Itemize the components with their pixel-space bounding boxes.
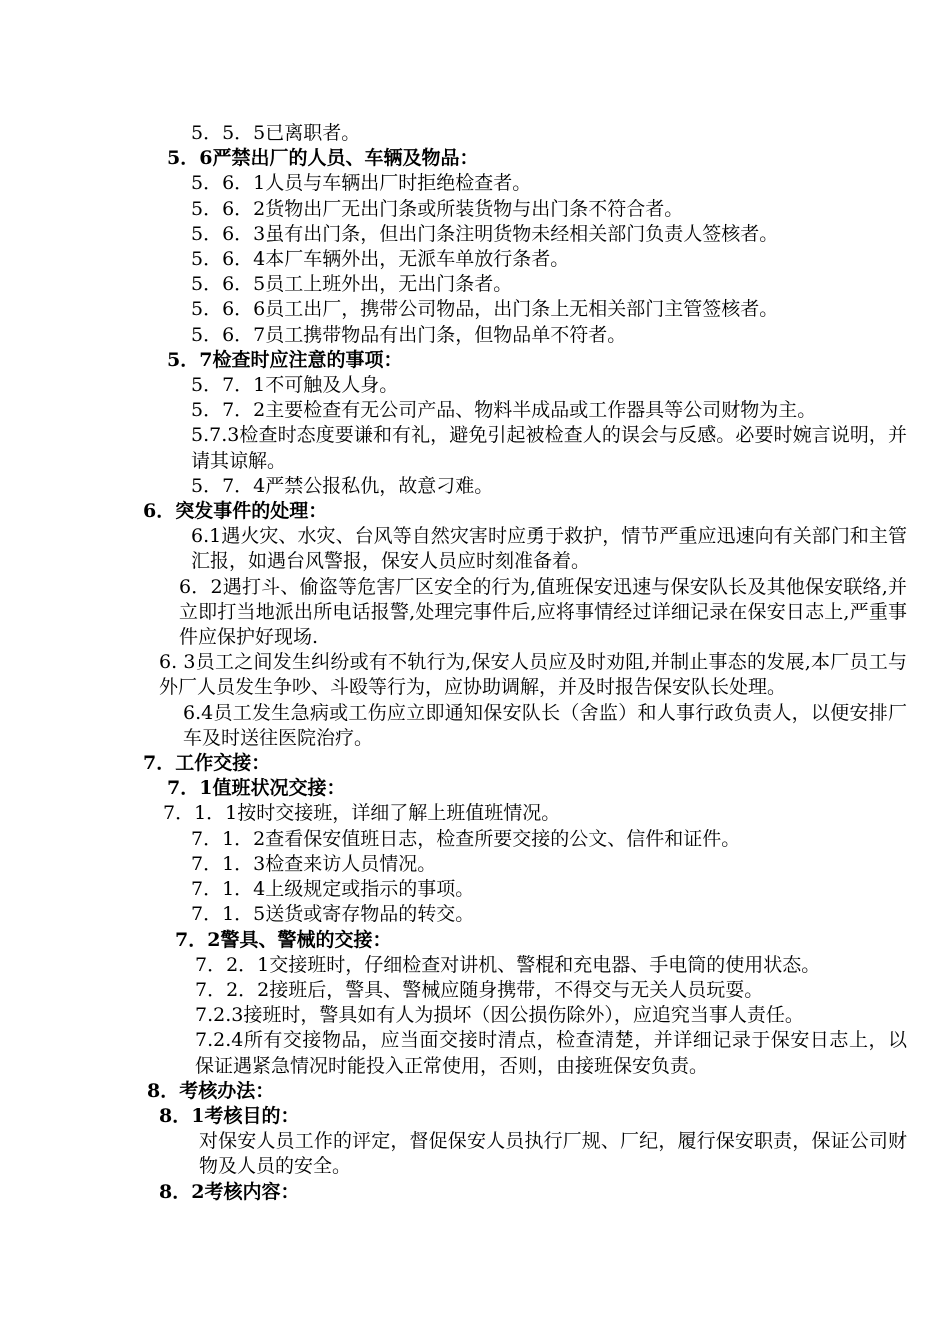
section-heading: 7．1值班状况交接： [167, 777, 346, 800]
paragraph: 7．2．1交接班时，仔细检查对讲机、警棍和充电器、手电筒的使用状态。 [195, 953, 821, 976]
section-heading: 7．工作交接： [143, 752, 271, 775]
paragraph: 5．6．4本厂车辆外出，无派车单放行条者。 [191, 248, 570, 271]
paragraph: 7.2.4所有交接物品，应当面交接时清点，检查清楚，并详细记录于保安日志上，以保证遇紧急情况时能投入正常使用，否则，由接班保安负责。 [195, 1029, 907, 1077]
section-heading: 6．突发事件的处理： [143, 500, 328, 523]
section-heading: 7．2警具、警械的交接： [175, 928, 392, 951]
paragraph: 5．6．1人员与车辆出厂时拒绝检查者。 [191, 172, 532, 195]
paragraph: 6.1遇火灾、水灾、台风等自然灾害时应勇于救护，情节严重应迅速向有关部门和主管汇报，如遇台风警报，保安人员应时刻准备着。 [191, 525, 907, 573]
section-heading: 8．1考核目的： [159, 1104, 300, 1127]
paragraph: 6.4员工发生急病或工伤应立即通知保安队长（舍监）和人事行政负责人，以便安排厂车及时送往医院治疗。 [183, 701, 907, 749]
paragraph: 5．7．2主要检查有无公司产品、物料半成品或工作器具等公司财物为主。 [191, 399, 817, 422]
paragraph: 5．6．7员工携带物品有出门条，但物品单不符者。 [191, 323, 627, 346]
paragraph: 6. 3员工之间发生纠纷或有不轨行为,保安人员应及时劝阻,并制止事态的发展,本厂员工与外厂人员发生争吵、斗殴等行为，应协助调解，并及时报告保安队长处理。 [159, 651, 907, 699]
paragraph: 对保安人员工作的评定，督促保安人员执行厂规、厂纪，履行保安职责，保证公司财物及人员的安全。 [199, 1130, 907, 1178]
paragraph: 5．6．2货物出厂无出门条或所装货物与出门条不符合者。 [191, 197, 684, 220]
paragraph: 7．1．3检查来访人员情况。 [191, 852, 437, 875]
paragraph: 5．7．1不可触及人身。 [191, 374, 399, 397]
paragraph: 7．1．2查看保安值班日志，检查所要交接的公文、信件和证件。 [191, 827, 741, 850]
paragraph: 5.7.3检查时态度要谦和有礼，避免引起被检查人的误会与反感。必要时婉言说明，并请其谅解。 [191, 424, 907, 472]
paragraph: 5．5．5已离职者。 [191, 122, 361, 144]
paragraph: 5．7．4严禁公报私仇，故意刁难。 [191, 474, 494, 497]
document-body [143, 121, 907, 1205]
section-heading: 5．7检查时应注意的事项： [167, 348, 403, 371]
paragraph: 6．2遇打斗、偷盗等危害厂区安全的行为,值班保安迅速与保安队长及其他保安联络,并立即打当地派出所电话报警,处理完事件后,应将事情经过详细记录在保安日志上,严重事件应保护好现场. [179, 575, 907, 649]
paragraph: 5．6．3虽有出门条，但出门条注明货物未经相关部门负责人签核者。 [191, 222, 779, 245]
paragraph: 7．1．4上级规定或指示的事项。 [191, 878, 475, 901]
paragraph: 5．6．5员工上班外出，无出门条者。 [191, 273, 513, 296]
paragraph: 7.2.3接班时，警具如有人为损坏（因公损伤除外），应追究当事人责任。 [195, 1004, 804, 1027]
section-heading: 8．考核办法： [147, 1079, 275, 1102]
paragraph: 5．6．6员工出厂，携带公司物品，出门条上无相关部门主管签核者。 [191, 298, 779, 321]
section-heading: 8．2考核内容： [159, 1180, 300, 1203]
paragraph: 7．1．5送货或寄存物品的转交。 [191, 903, 475, 926]
paragraph: 7．2．2接班后，警具、警械应随身携带，不得交与无关人员玩耍。 [195, 978, 764, 1001]
paragraph: 7．1．1按时交接班，详细了解上班值班情况。 [163, 802, 561, 825]
section-heading: 5．6严禁出厂的人员、车辆及物品： [167, 147, 479, 170]
